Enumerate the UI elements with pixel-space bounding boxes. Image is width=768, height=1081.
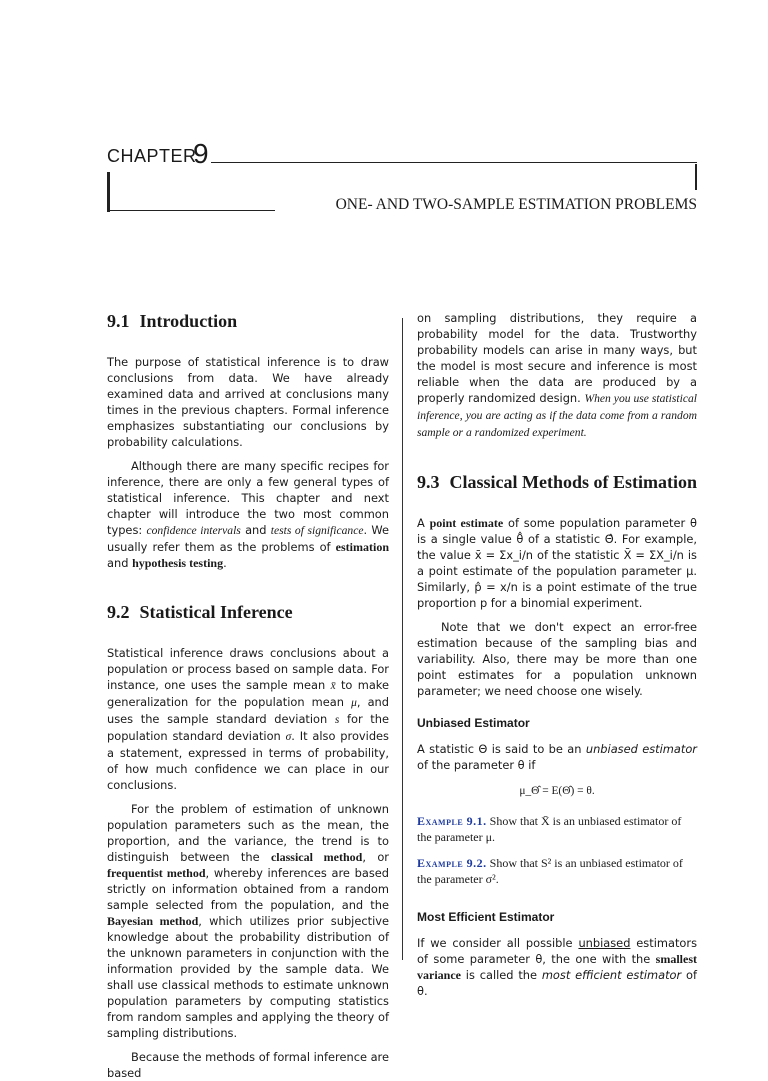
section-title: Statistical Inference (139, 602, 293, 622)
inference-paragraph-1 (107, 645, 389, 793)
term-most-efficient-estimator: most efficient estimator (541, 968, 682, 982)
text-run: A statistic Θ is said to be an (417, 742, 586, 756)
section-number: 9.2 (107, 602, 130, 622)
term-bayesian-method: Bayesian method (107, 914, 199, 928)
example-label: Example 9.2. (417, 856, 487, 870)
intro-paragraph-2 (107, 458, 389, 571)
text-run: . It also provides a statement, expressed in terms of probability, of how much confidence we can place in our conclusions. (107, 729, 389, 792)
intro-paragraph-1: The purpose of statistical inference is to draw conclusions from data. We have already examined data and arrived at conclusions many times in the previous chapters. Formal inference emphasizes substantiating our conclusions by probability calculations. (107, 355, 389, 449)
math-sigma: σ (285, 731, 292, 743)
classical-paragraph-1 (417, 515, 697, 611)
example-label: Example 9.1. (417, 814, 487, 828)
inference-paragraph-2 (107, 801, 389, 1041)
section-heading-introduction (107, 310, 389, 332)
chapter-label: CHAPTER (107, 146, 197, 166)
text-run: Although there are many specific recipes for inference, there are only a few general types of statistical inference. This chapter and next chapter will introduce the two most common types: (107, 459, 389, 537)
example-text: Show that S² is an unbiased estimator of the parameter σ². (417, 856, 683, 886)
section-title: Introduction (139, 311, 238, 331)
inference-paragraph-3-continued (417, 310, 697, 441)
text-run: If we consider all possible (417, 936, 579, 950)
term-classical-method: classical method (270, 850, 363, 864)
text-run: estimators of some parameter θ, the one with the (417, 936, 698, 966)
section-number: 9.1 (107, 311, 130, 331)
text-run: . (223, 556, 227, 570)
text-run: on sampling distributions, they require a probability model for the data. Trustworthy probability models can arise in many ways, but the model is most secure and inference is most reliable when the data are produced by a properly randomized design. (417, 311, 697, 405)
section-heading-classical-methods (417, 471, 697, 493)
chapter-title: ONE- AND TWO-SAMPLE ESTIMATION PROBLEMS (335, 196, 697, 213)
chapter-number: 9 (193, 138, 209, 169)
term-estimation: estimation (335, 540, 389, 554)
efficient-definition (417, 935, 697, 999)
term-smallest-variance: smallest variance (417, 952, 697, 982)
subheading-unbiased-estimator: Unbiased Estimator (417, 716, 530, 730)
column-divider (402, 318, 403, 960)
unbiased-definition (417, 741, 697, 773)
text-run: , and uses the sample standard deviation (107, 695, 389, 726)
classical-paragraph-2: Note that we don't expect an error-free estimation because of the sampling bias and variability. Also, there may be more than one point estimates for a population unknown parameter; we need choose one wisely. (417, 620, 697, 698)
text-run: A (417, 516, 430, 530)
left-column (107, 310, 389, 1081)
section-number: 9.3 (417, 472, 440, 492)
text-run: Statistical inference draws conclusions about a population or process based on sample data. For instance, one uses the sample mean (107, 646, 389, 692)
math-xbar: x̄ (330, 680, 336, 692)
text-run: to make generalization for the population mean (107, 678, 389, 709)
text-run: is called the (461, 968, 542, 982)
text-run: , or (362, 850, 389, 864)
inference-paragraph-3-start: Because the methods of formal inference are based (107, 1050, 390, 1080)
subheading-most-efficient-estimator: Most Efficient Estimator (417, 910, 555, 924)
chapter-rule-top (211, 162, 697, 163)
text-run: For the problem of estimation of unknown population parameters such as the mean, the proportion, and the variance, the trend is to distinguish between the (107, 802, 389, 864)
text-run: and (107, 556, 133, 570)
term-confidence-intervals: confidence intervals (146, 524, 241, 537)
example-9-1 (417, 813, 697, 845)
text-run: , whereby inferences are based strictly on information obtained from a random sample selected from the population, and the (107, 866, 389, 912)
chapter-bar-left (107, 172, 110, 212)
right-column (417, 310, 697, 999)
example-text: Show that X̄ is an unbiased estimator of the parameter μ. (417, 814, 682, 844)
term-hypothesis-testing: hypothesis testing (132, 556, 224, 570)
term-frequentist-method: frequentist method (107, 866, 206, 880)
emphasis-random-sample: When you use statistical inference, you are acting as if the data come from a random sample or a randomized experiment. (417, 392, 697, 439)
term-point-estimate: point estimate (429, 516, 504, 530)
text-run: of the parameter θ if (417, 758, 536, 772)
chapter-bar-right (695, 164, 697, 190)
term-tests-of-significance: tests of significance (270, 524, 364, 537)
section-heading-statistical-inference (107, 601, 389, 623)
term-unbiased-underlined: unbiased (578, 936, 631, 950)
text-run: . We usually refer them as the problems of (107, 523, 389, 554)
text-run: , which utilizes prior subjective knowledge about the probability distribution of the unknown parameters in conjunction with the information provided by the sample data. We shall use classical methods to estimate unknown population parameters by computing statistics from random samples and applying the theory of sampling distributions. (107, 914, 389, 1040)
term-unbiased-estimator: unbiased estimator (585, 742, 697, 756)
math-s: s (334, 714, 340, 726)
text-run: of some population parameter θ is a single value θ̂ of a statistic Θ̂. For example, the value x̄ = Σx_i/n of the statistic X̄ = ΣX_i/n is a point estimate of the population parameter μ. Similarly, p̂ = x/n is a point estimate of the true proportion p for a binomial experiment. (417, 516, 697, 610)
section-title: Classical Methods of Estimation (449, 472, 697, 492)
chapter-rule-bottom (107, 210, 275, 211)
unbiased-equation: μ_Θ̂ = E(Θ̂) = θ. (519, 785, 595, 797)
text-run: for the population standard deviation (107, 712, 389, 743)
example-9-2 (417, 855, 697, 887)
math-mu: μ (351, 697, 357, 709)
text-run: and (240, 523, 271, 537)
text-run: of θ. (417, 968, 697, 998)
